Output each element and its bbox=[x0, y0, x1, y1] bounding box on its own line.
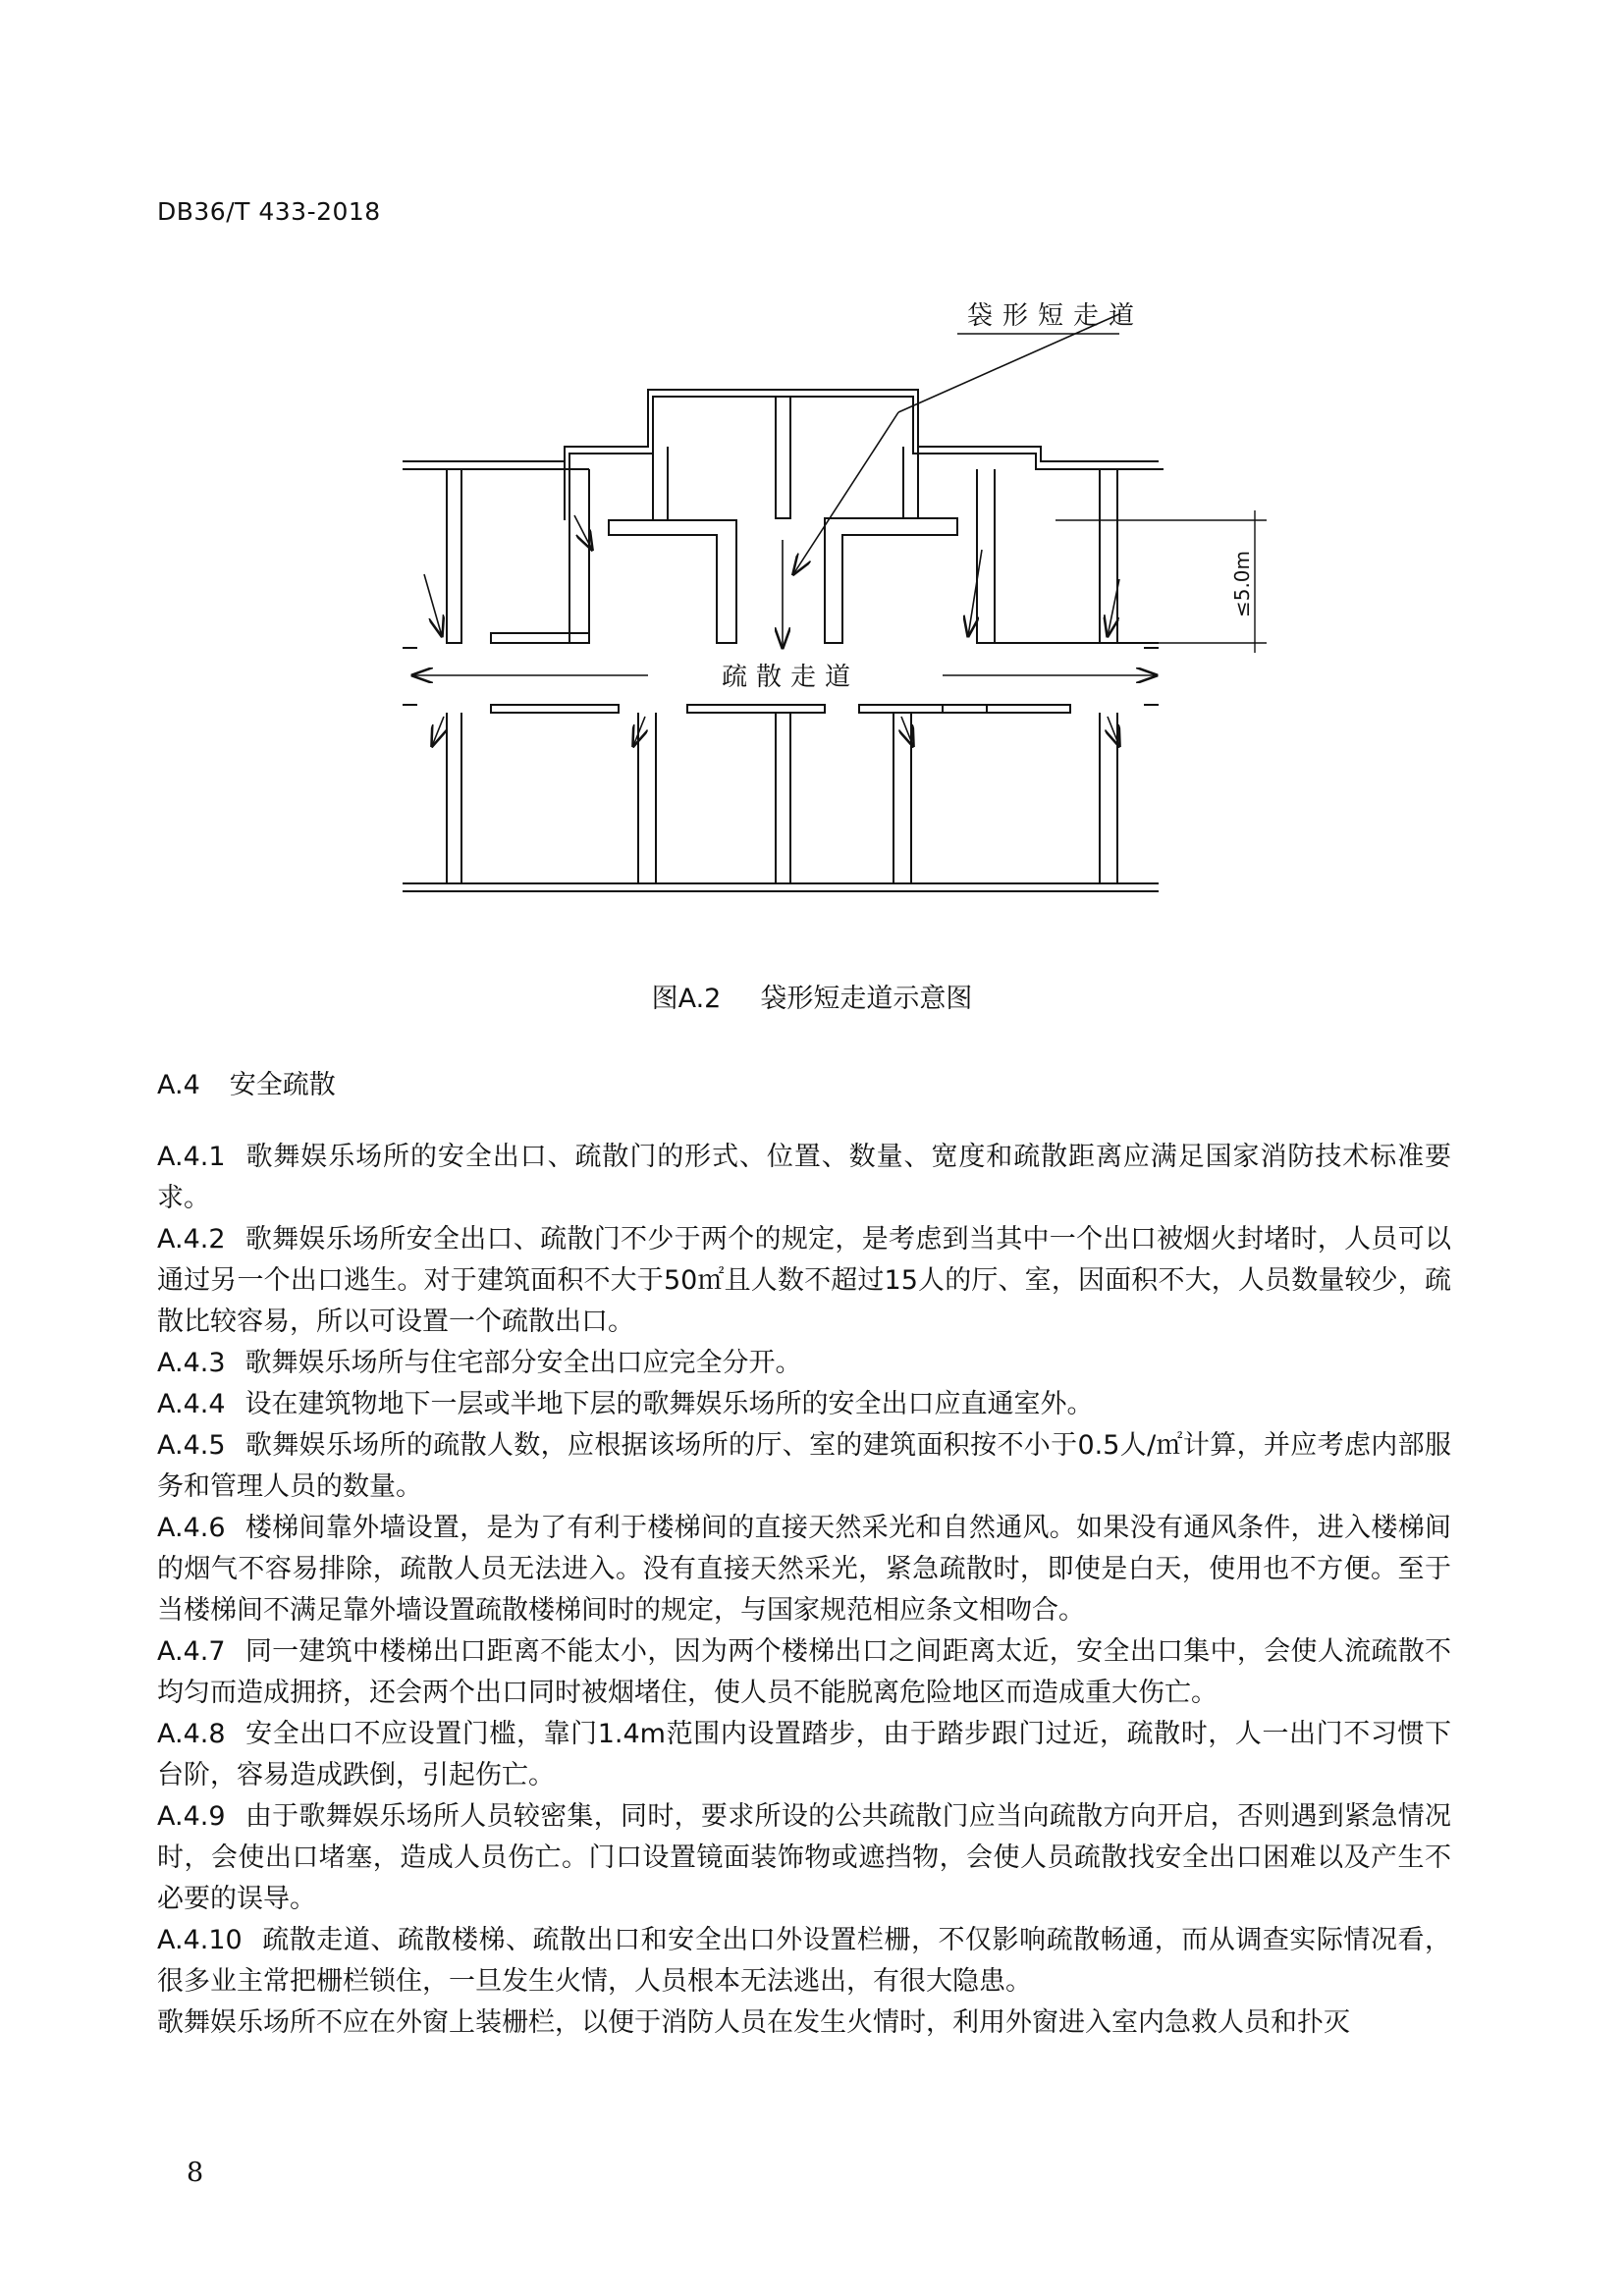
clause-number: A.4.10 bbox=[157, 1925, 243, 1955]
paragraph bbox=[157, 1343, 1451, 1384]
paragraph bbox=[157, 1219, 1451, 1343]
section-heading bbox=[157, 1063, 336, 1101]
page-number: 8 bbox=[187, 2158, 204, 2188]
clause-number: A.4.7 bbox=[157, 1636, 226, 1667]
clause-number: A.4.2 bbox=[157, 1224, 226, 1255]
clause-text: 由于歌舞娱乐场所人员较密集，同时，要求所设的公共疏散门应当向疏散方向开启，否则遇到紧急情况时，会使出口堵塞，造成人员伤亡。门口设置镜面装饰物或遮挡物，会使人员疏散找安全出口困难以及产生不必要的误导。 bbox=[157, 1801, 1451, 1914]
clause-text: 歌舞娱乐场所与住宅部分安全出口应完全分开。 bbox=[244, 1348, 802, 1378]
paragraph bbox=[157, 1920, 1451, 2002]
clause-number: A.4.9 bbox=[157, 1801, 226, 1832]
clause-number: A.4.4 bbox=[157, 1389, 226, 1419]
dimension-label: ≤5.0m bbox=[1230, 550, 1254, 618]
clause-text: 歌舞娱乐场所不应在外窗上装栅栏，以便于消防人员在发生火情时，利用外窗进入室内急救人员和扑灭 bbox=[157, 2007, 1350, 2038]
clause-text: 设在建筑物地下一层或半地下层的歌舞娱乐场所的安全出口应直通室外。 bbox=[244, 1389, 1094, 1419]
paragraph bbox=[157, 1137, 1451, 1219]
label-evacuation-corridor: 疏散走道 bbox=[722, 663, 860, 692]
clause-text: 楼梯间靠外墙设置，是为了有利于楼梯间的直接天然采光和自然通风。如果没有通风条件，进入楼梯间的烟气不容易排除，疏散人员无法进入。没有直接天然采光，紧急疏散时，即使是白天，使用也不方便。至于当楼梯间不满足靠外墙设置疏散楼梯间时的规定，与国家规范相应条文相吻合。 bbox=[157, 1513, 1451, 1626]
floor-plan-figure bbox=[0, 0, 1624, 962]
label-bag-corridor: 袋形短走道 bbox=[967, 301, 1145, 331]
clause-text: 疏散走道、疏散楼梯、疏散出口和安全出口外设置栏栅，不仅影响疏散畅通，而从调查实际情况看，很多业主常把栅栏锁住，一旦发生火情，人员根本无法逃出，有很大隐患。 bbox=[157, 1925, 1451, 1997]
figure-caption bbox=[0, 977, 1624, 1015]
clause-number: A.4.3 bbox=[157, 1348, 226, 1378]
document-id-header: DB36/T 433-2018 bbox=[157, 197, 381, 226]
clause-text: 歌舞娱乐场所安全出口、疏散门不少于两个的规定，是考虑到当其中一个出口被烟火封堵时，人员可以通过另一个出口逃生。对于建筑面积不大于50㎡且人数不超过15人的厅、室，因面积不大，人员数量较少，疏散比较容易，所以可设置一个疏散出口。 bbox=[157, 1224, 1451, 1337]
clause-number: A.4.5 bbox=[157, 1430, 226, 1461]
figure-caption-title: 袋形短走道示意图 bbox=[760, 984, 973, 1014]
clause-number: A.4.6 bbox=[157, 1513, 226, 1543]
paragraph bbox=[157, 1384, 1451, 1425]
clause-text: 安全出口不应设置门槛，靠门1.4m范围内设置踏步，由于踏步跟门过近，疏散时，人一出门不习惯下台阶，容易造成跌倒，引起伤亡。 bbox=[157, 1719, 1451, 1790]
paragraph bbox=[157, 1631, 1451, 1714]
clause-text: 歌舞娱乐场所的疏散人数，应根据该场所的厅、室的建筑面积按不小于0.5人/㎡计算，并应考虑内部服务和管理人员的数量。 bbox=[157, 1430, 1451, 1502]
body-text bbox=[157, 1137, 1451, 2044]
clause-number: A.4.8 bbox=[157, 1719, 226, 1749]
paragraph bbox=[157, 1714, 1451, 1796]
paragraph bbox=[157, 1508, 1451, 1631]
clause-text: 同一建筑中楼梯出口距离不能太小，因为两个楼梯出口之间距离太近，安全出口集中，会使人流疏散不均匀而造成拥挤，还会两个出口同时被烟堵住，使人员不能脱离危险地区而造成重大伤亡。 bbox=[157, 1636, 1451, 1708]
clause-text: 歌舞娱乐场所的安全出口、疏散门的形式、位置、数量、宽度和疏散距离应满足国家消防技术标准要求。 bbox=[157, 1142, 1451, 1213]
paragraph bbox=[157, 1425, 1451, 1508]
figure-caption-number: 图A.2 bbox=[651, 984, 722, 1014]
section-title: 安全疏散 bbox=[229, 1070, 336, 1100]
section-number: A.4 bbox=[157, 1070, 200, 1100]
paragraph bbox=[157, 1796, 1451, 1920]
clause-number: A.4.1 bbox=[157, 1142, 226, 1172]
paragraph bbox=[157, 2002, 1451, 2044]
